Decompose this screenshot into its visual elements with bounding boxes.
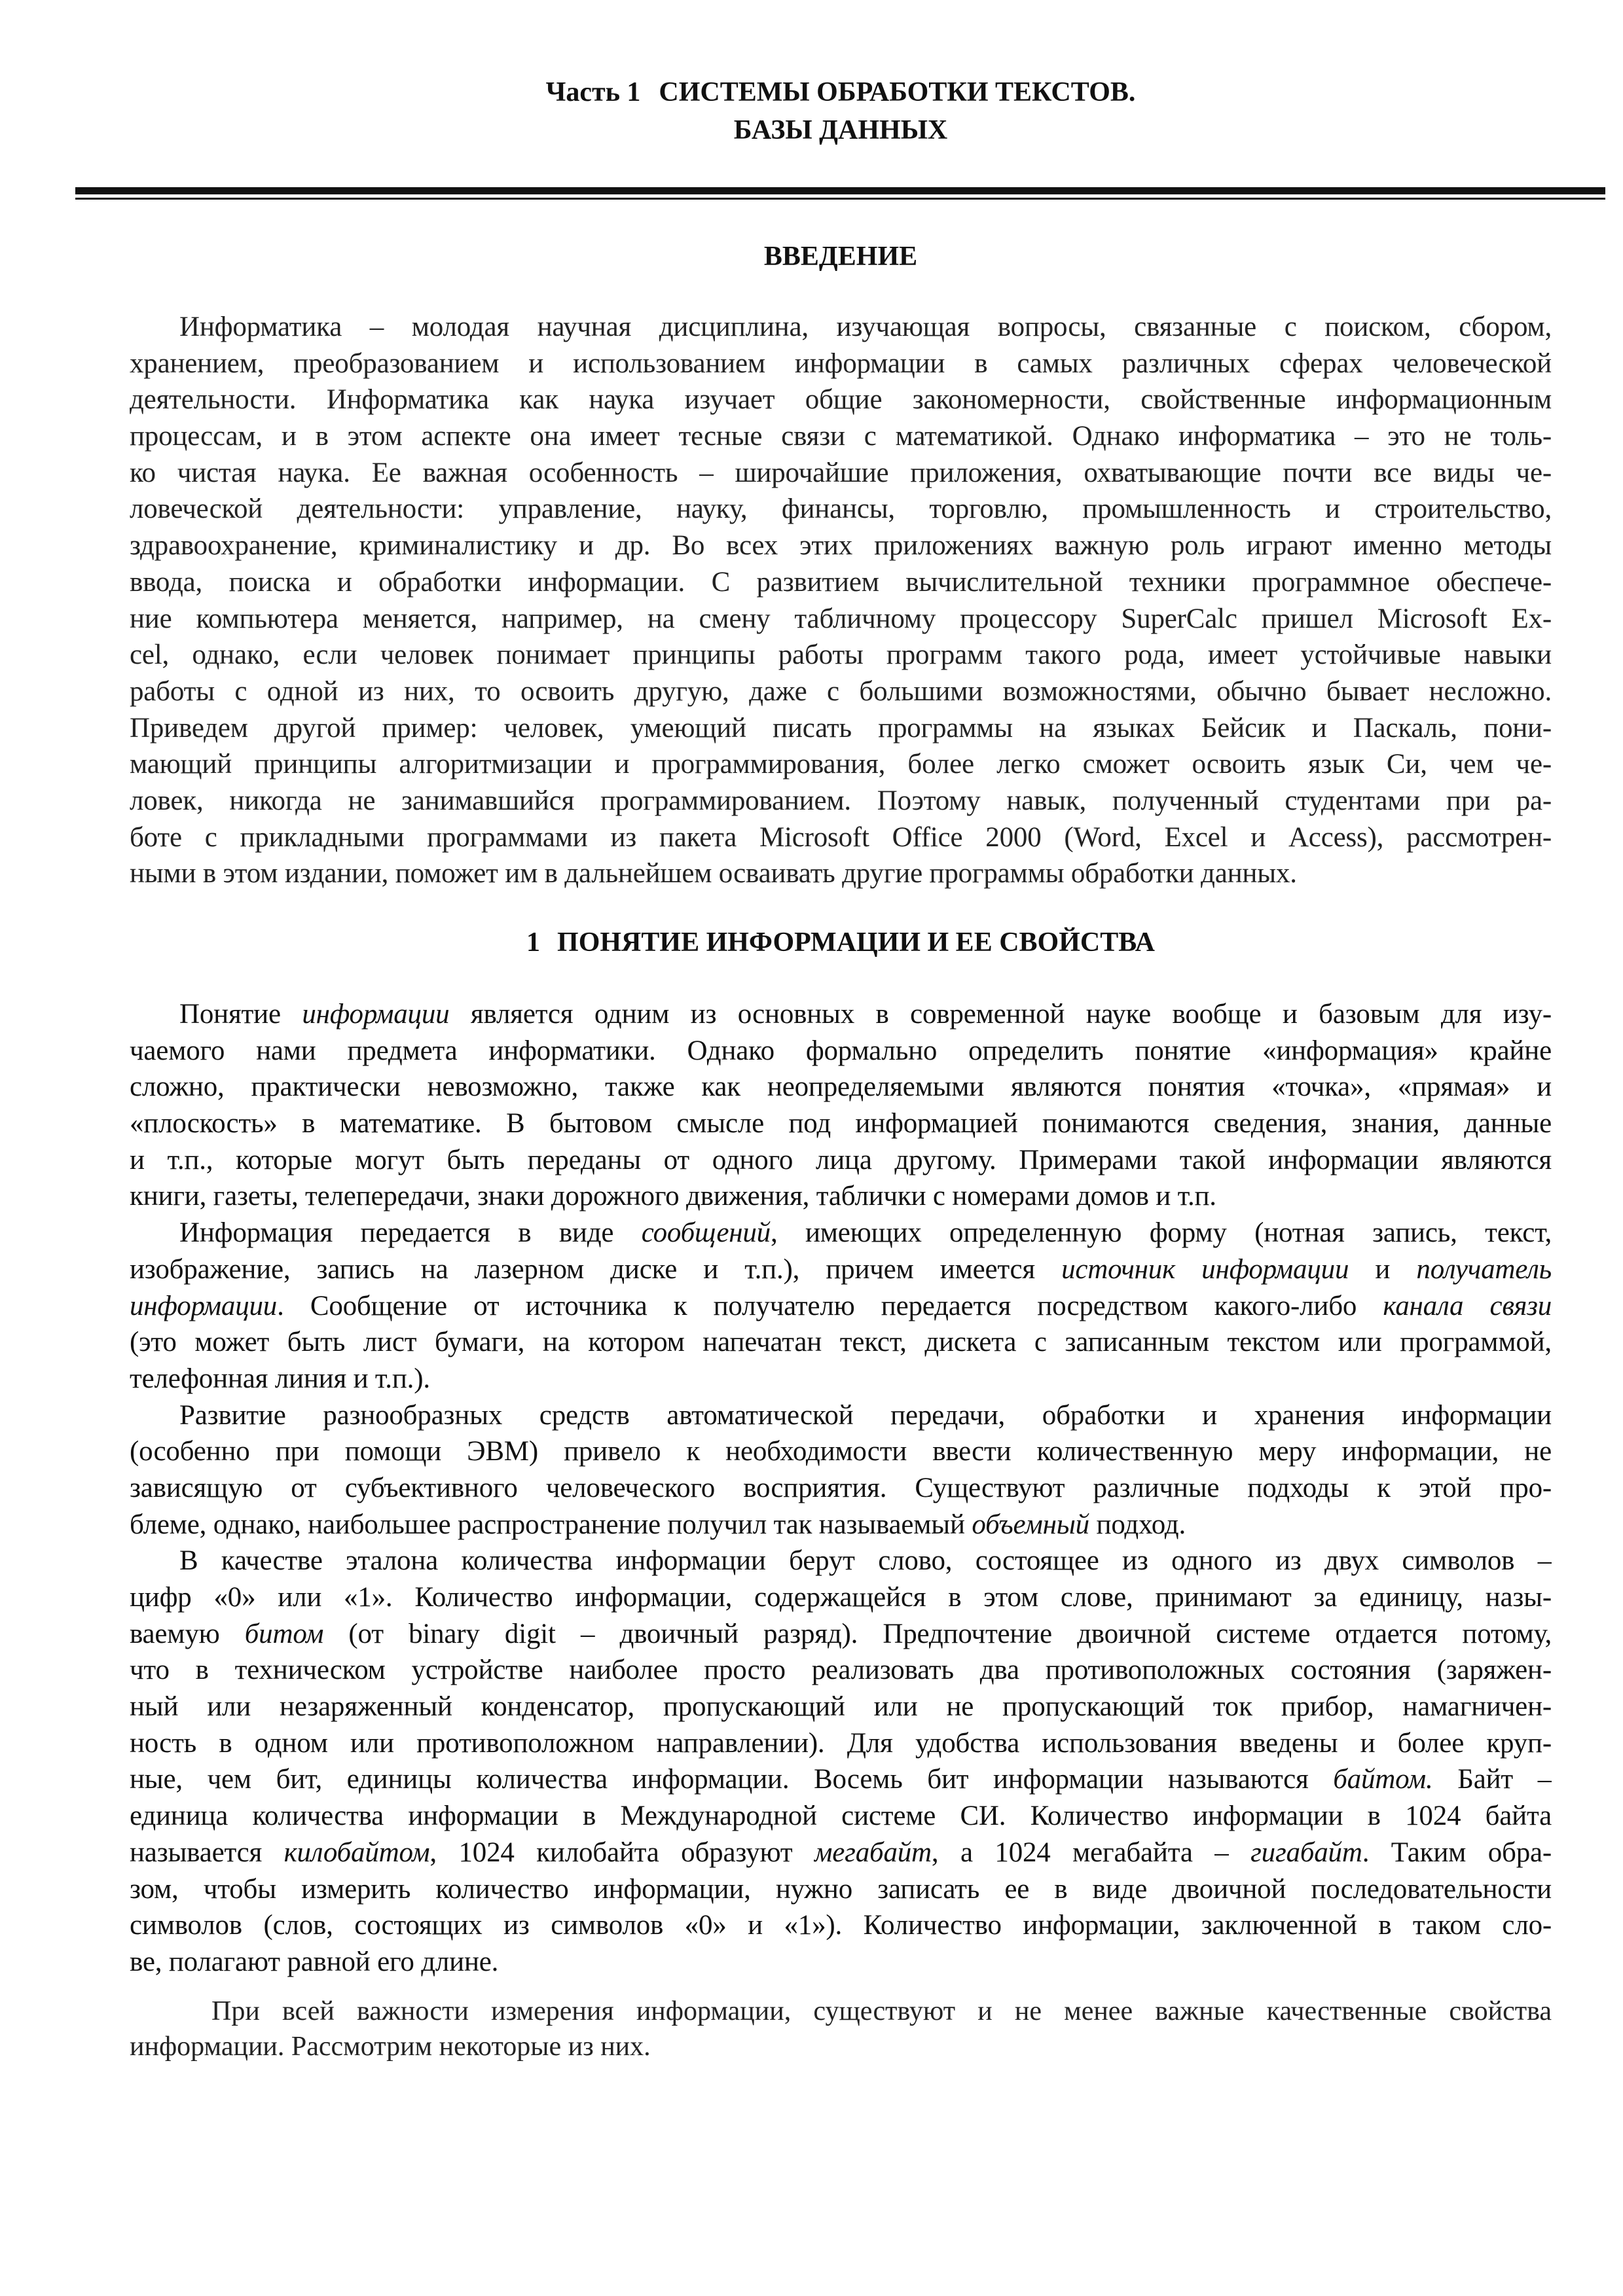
p2-line: Информация передается в виде сообщений, имеющих определенную форму (нотная запись, текст, [179, 1217, 1552, 1249]
part-number: Часть 1 [545, 77, 641, 107]
intro-line: ввода, поиска и обработки информации. С развитием вычислительной техники программное обеспече- [130, 566, 1552, 598]
p3-line: Развитие разнообразных средств автоматической передачи, обработки и хранения информации [179, 1399, 1552, 1431]
intro-heading: ВВЕДЕНИЕ [763, 242, 918, 272]
p4-line: цифр «0» или «1». Количество информации, содержащейся в этом слове, принимают за единицу, назы- [130, 1582, 1552, 1613]
p3-line: зависящую от субъективного человеческого восприятия. Существуют различные подходы к этой про- [130, 1472, 1552, 1503]
intro-paragraph [130, 309, 1552, 892]
header-rule-thick [75, 187, 1605, 194]
p3-line: (особенно при помощи ЭВМ) привело к необходимости ввести количественную меру информации, не [130, 1436, 1552, 1467]
p4-line: ный или незаряженный конденсатор, пропускающий или не пропускающий ток прибор, намагничен- [130, 1691, 1552, 1723]
part-title-line2: БАЗЫ ДАННЫХ [733, 115, 948, 145]
p4-line: ве, полагают равной его длине. [130, 1946, 499, 1977]
p1-line: «плоскость» в математике. В бытовом смысле под информацией понимаются сведения, знания, данные [130, 1108, 1552, 1139]
intro-line: ко чистая наука. Ее важная особенность – широчайшие приложения, охватывающие почти все виды че- [130, 457, 1552, 488]
intro-line: процессам, и в этом аспекте она имеет тесные связи с математикой. Однако информатика – это не толь- [130, 421, 1552, 452]
p4-line: ные, чем бит, единицы количества информации. Восемь бит информации называются байтом. Байт – [130, 1764, 1552, 1795]
intro-line: cel, однако, если человек понимает принципы работы программ такого рода, имеет устойчивые навыки [130, 639, 1552, 671]
section1-number: 1 [526, 927, 541, 958]
p4-line: В качестве эталона количества информации берут слово, состоящее из одного из двух символов – [179, 1545, 1552, 1577]
intro-line: здравоохранение, криминалистику и др. Во всех этих приложениях важную роль играют именно методы [130, 530, 1552, 562]
p5-line: При всей важности измерения информации, существуют и не менее важные качественные свойства [211, 1996, 1552, 2026]
part-title [130, 73, 1552, 149]
p4-line: ность в одном или противоположном направлении). Для удобства использования введены и более круп- [130, 1727, 1552, 1759]
p1-line: сложно, практически невозможно, также как неопределяемыми являются понятия «точка», «прямая» и [130, 1071, 1552, 1103]
p1-line: Понятие информации является одним из основных в современной науке вообще и базовым для изу- [179, 999, 1552, 1030]
section1-heading [130, 924, 1552, 961]
p3-line: блеме, однако, наибольшее распространение получил так называемый объемный подход. [130, 1509, 1186, 1540]
part-title-line1 [130, 73, 1552, 111]
p4-line: что в техническом устройстве наиболее просто реализовать два противоположных состояния (заряжен- [130, 1655, 1552, 1686]
p4-line: символов (слов, состоящих из символов «0» и «1»). Количество информации, заключенной в таком сло- [130, 1910, 1552, 1941]
intro-line: хранением, преобразованием и использованием информации в самых различных сферах человеческой [130, 348, 1552, 379]
part-title-text: СИСТЕМЫ ОБРАБОТКИ ТЕКСТОВ. [659, 77, 1136, 107]
intro-line: ловеческой деятельности: управление, науку, финансы, торговлю, промышленность и строительство, [130, 493, 1552, 525]
p4-line: ваемую битом (от binary digit – двоичный разряд). Предпочтение двоичной системе отдается потому, [130, 1618, 1552, 1649]
intro-line: мающий принципы алгоритмизации и программирования, более легко сможет освоить язык Си, чем че- [130, 749, 1552, 780]
section1-body [130, 996, 1552, 1981]
intro-line: ными в этом издании, поможет им в дальнейшем осваивать другие программы обработки данных. [130, 858, 1297, 889]
p1-line: чаемого нами предмета информатики. Однако формально определить понятие «информация» крайне [130, 1035, 1552, 1066]
p2-line: информации. Сообщение от источника к получателю передается посредством какого-либо канала связи [130, 1290, 1552, 1321]
intro-line: Информатика – молодая научная дисциплина, изучающая вопросы, связанные с поиском, сбором, [179, 312, 1552, 342]
intro-line: Приведем другой пример: человек, умеющий писать программы на языках Бейсик и Паскаль, пони- [130, 712, 1552, 744]
p4-line: называется килобайтом, 1024 килобайта образуют мегабайт, а 1024 мегабайта – гигабайт. Таким обра- [130, 1837, 1552, 1868]
header-rule-thin [75, 198, 1605, 200]
intro-line: ние компьютера меняется, например, на смену табличному процессору SuperCalc пришел Microsoft Ex- [130, 603, 1552, 634]
p1-line: и т.п., которые могут быть переданы от одного лица другому. Примерами такой информации являются [130, 1144, 1552, 1175]
intro-line: ловек, никогда не занимавшийся программированием. Поэтому навык, полученный студентами при ра- [130, 785, 1552, 816]
intro-line: боте с прикладными программами из пакета Microsoft Office 2000 (Word, Excel и Access), рассмотрен- [130, 821, 1552, 853]
intro-line: деятельности. Информатика как наука изучает общие закономерности, свойственные информационным [130, 384, 1552, 416]
intro-line: работы с одной из них, то освоить другую, даже с большими возможностями, обычно бывает несложно. [130, 675, 1552, 707]
p2-line: телефонная линия и т.п.). [130, 1363, 430, 1394]
p2-line: изображение, запись на лазерном диске и т.п.), причем имеется источник информации и получатель [130, 1253, 1552, 1285]
closing-paragraph [130, 1994, 1552, 2064]
p5-line: информации. Рассмотрим некоторые из них. [130, 2032, 651, 2062]
p4-line: зом, чтобы измерить количество информации, нужно записать ее в виде двоичной последовательности [130, 1873, 1552, 1905]
p4-line: единица количества информации в Международной системе СИ. Количество информации в 1024 байта [130, 1801, 1552, 1832]
p1-line: книги, газеты, телепередачи, знаки дорожного движения, таблички с номерами домов и т.п. [130, 1181, 1216, 1212]
section1-heading-text: ПОНЯТИЕ ИНФОРМАЦИИ И ЕЕ СВОЙСТВА [557, 927, 1155, 958]
p2-line: (это может быть лист бумаги, на котором напечатан текст, дискета с записанным текстом или программой, [130, 1327, 1552, 1358]
